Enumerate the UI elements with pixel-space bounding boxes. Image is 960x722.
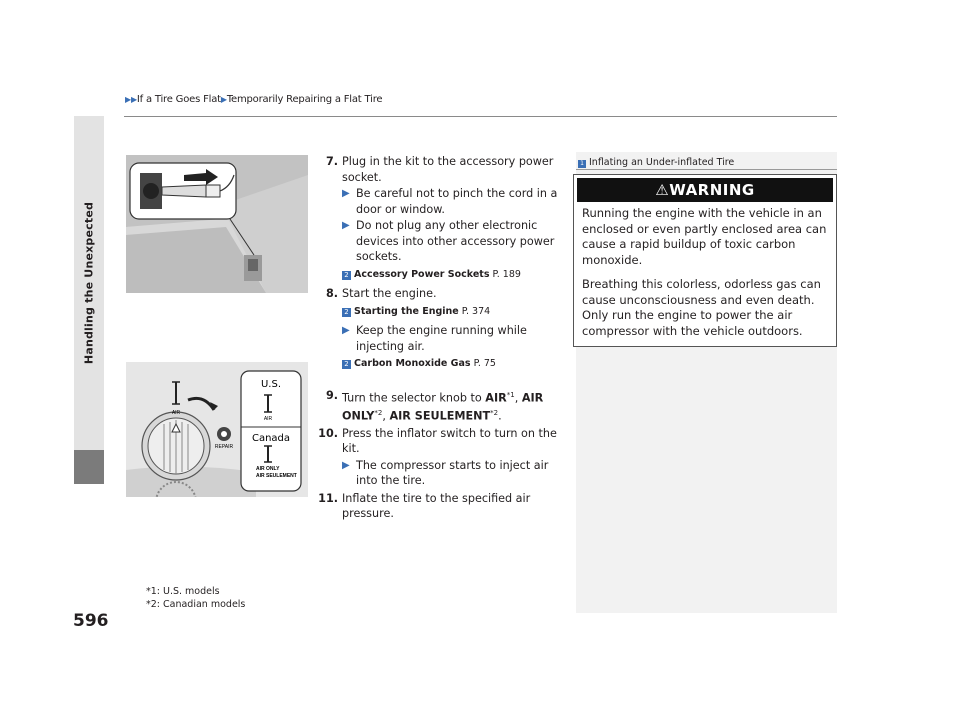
header-rule [124, 116, 837, 117]
footnote-1: *1: U.S. models [146, 586, 220, 597]
svg-text:REPAIR: REPAIR [214, 444, 234, 450]
cross-reference-link[interactable]: 2 Starting the Engine P. 374 [342, 304, 564, 320]
warning-triangle-icon: ⚠ [655, 181, 670, 199]
step-11: 11. Inflate the tire to the specified air pressure. [318, 491, 531, 521]
cross-reference-link[interactable]: 2 Carbon Monoxide Gas P. 75 [342, 356, 564, 372]
step-7-note-2: ▶ Do not plug any other electronic devices into other accessory power sockets. [342, 219, 555, 263]
svg-text:AIR ONLY: AIR ONLY [256, 466, 280, 472]
arrow-icon: ▶ [342, 188, 350, 199]
step-10-note: ▶ The compressor starts to inject air into the tire. [342, 458, 549, 488]
instruction-steps [316, 154, 564, 524]
warning-paragraph: Running the engine with the vehicle in an enclosed or even partly enclosed area can cause a rapid buildup of toxic carbon monoxide. [582, 206, 827, 267]
reference-icon: 2 [342, 271, 351, 280]
step-7-note-1: ▶ Be careful not to pinch the cord in a door or window. [342, 187, 558, 216]
section-marker [74, 450, 104, 484]
warning-paragraph: Breathing this colorless, odorless gas can cause unconsciousness and even death. Only run the engine to power the air compressor with the vehicle outdoors. [582, 277, 821, 338]
footnotes [146, 586, 245, 611]
warning-text [582, 206, 830, 348]
step-8: 8. Start the engine. 2 Starting the Engine P. 374 ▶ Keep the engine running while injecting air. 2 Carbon Monoxide Gas P. 75 [316, 286, 564, 372]
reference-icon: 2 [342, 360, 351, 369]
canada-label: Canada [251, 433, 291, 444]
us-label: U.S. [260, 379, 282, 390]
arrow-icon: ▶ [342, 459, 350, 471]
power-socket-illustration [126, 155, 308, 293]
reference-icon: 1 [578, 160, 586, 168]
cross-reference-link[interactable]: 2 Accessory Power Sockets P. 189 [342, 267, 564, 283]
step-8-note: ▶ Keep the engine running while injecting air. [342, 324, 527, 353]
svg-text:AIR: AIR [171, 410, 181, 416]
breadcrumb-arrow-icon: ▶ [220, 95, 227, 104]
svg-text:AIR SEULEMENT: AIR SEULEMENT [256, 473, 297, 479]
page-number: 596 [73, 611, 109, 631]
step-10: 10. Press the inflator switch to turn on the kit. ▶ The compressor starts to inject air into the tire. [316, 426, 564, 489]
sidebar-rule [576, 169, 837, 170]
arrow-icon: ▶ [342, 220, 350, 231]
footnote-2: *2: Canadian models [146, 598, 246, 610]
breadcrumb-level1[interactable]: If a Tire Goes Flat [136, 94, 221, 105]
section-label: Handling the Unexpected [82, 201, 96, 365]
breadcrumb-level2[interactable]: Temporarily Repairing a Flat Tire [226, 94, 383, 105]
arrow-icon: ▶ [342, 325, 350, 336]
selector-knob-illustration [126, 362, 308, 497]
reference-icon: 2 [342, 308, 351, 317]
breadcrumb-arrow-icon: ▶▶ [125, 95, 137, 104]
warning-header: ⚠WARNING [577, 178, 833, 202]
svg-text:AIR: AIR [263, 416, 273, 422]
breadcrumb [125, 94, 382, 105]
step-7: 7. Plug in the kit to the accessory power socket. ▶ Be careful not to pinch the cord in a door or window. ▶ Do not plug any other electronic devices into other accessory power sockets. 2 Accessory Power Sockets P. 189 [316, 154, 564, 282]
step-9: 9. Turn the selector knob to AIR$^{*1}$, AIR ONLY$^{*2}$, AIR SEULEMENT$^{*2}$. [325, 388, 544, 423]
sidebar-title: 1 Inflating an Under-inflated Tire [578, 157, 734, 168]
